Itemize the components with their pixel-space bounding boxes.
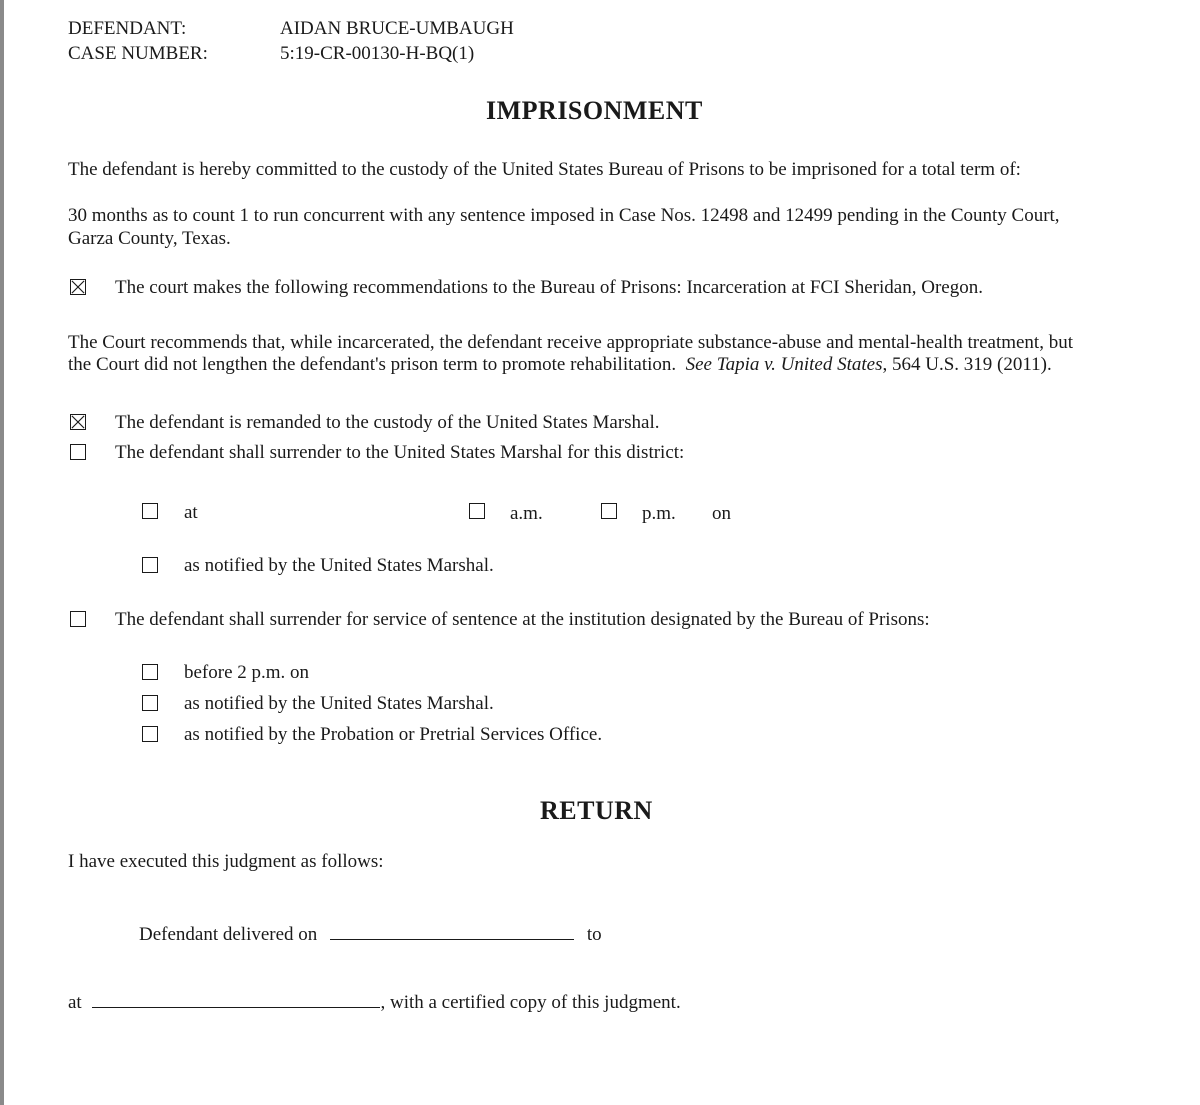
surrender-marshal-checkbox[interactable]: [70, 444, 86, 460]
at-label: at: [184, 502, 198, 523]
term-line-2: Garza County, Texas.: [68, 228, 231, 249]
notified-marshal-checkbox[interactable]: [142, 557, 158, 573]
recommendation-text: The court makes the following recommendations to the Bureau of Prisons: Incarceration at FCI Sheridan, Oregon.: [115, 277, 983, 298]
return-title: RETURN: [540, 796, 653, 825]
am-label: a.m.: [510, 503, 543, 524]
case-citation-rest: , 564 U.S. 319 (2011).: [882, 354, 1052, 375]
case-citation-italic: See Tapia v. United States: [685, 354, 883, 375]
court-recommends-line-2: [68, 354, 1052, 376]
notified-probation-checkbox[interactable]: [142, 726, 158, 742]
before-2pm-text: before 2 p.m. on: [184, 662, 310, 683]
delivered-row: [139, 924, 602, 946]
imprisonment-title: IMPRISONMENT: [486, 96, 703, 125]
checkmark-x-icon: [71, 280, 85, 294]
executed-text: I have executed this judgment as follows:: [68, 851, 384, 872]
page-left-edge: [0, 0, 4, 1105]
delivered-label: Defendant delivered on: [139, 924, 318, 945]
case-number-value: 5:19-CR-00130-H-BQ(1): [280, 43, 475, 64]
court-recommends-line-1: The Court recommends that, while incarcerated, the defendant receive appropriate substance-abuse and mental-health treatment, but: [68, 332, 1073, 353]
recommendation-checkbox[interactable]: [70, 279, 86, 295]
certified-text: , with a certified copy of this judgment.: [380, 992, 681, 1013]
at-location-line[interactable]: [92, 1007, 380, 1008]
before-2pm-checkbox[interactable]: [142, 664, 158, 680]
pm-label: p.m.: [642, 503, 676, 524]
surrender-institution-checkbox[interactable]: [70, 611, 86, 627]
surrender-institution-text: The defendant shall surrender for service of sentence at the institution designated by the Bureau of Prisons:: [115, 609, 930, 630]
court-recommends-line-2-text: the Court did not lengthen the defendant's prison term to promote rehabilitation.: [68, 354, 677, 375]
checkmark-x-icon: [71, 415, 85, 429]
remanded-text: The defendant is remanded to the custody of the United States Marshal.: [115, 412, 660, 433]
am-checkbox[interactable]: [469, 503, 485, 519]
on-label: on: [712, 503, 731, 524]
pm-checkbox[interactable]: [601, 503, 617, 519]
committed-text: The defendant is hereby committed to the custody of the United States Bureau of Prisons to be imprisoned for a total term of:: [68, 159, 1021, 180]
delivered-date-line[interactable]: [330, 939, 574, 940]
notified-marshal-text-2: as notified by the United States Marshal.: [184, 693, 494, 714]
at-location-label: at: [68, 992, 82, 1013]
notified-probation-text: as notified by the Probation or Pretrial Services Office.: [184, 724, 603, 745]
at-row: [68, 992, 681, 1014]
case-number-label: CASE NUMBER:: [68, 43, 208, 64]
surrender-marshal-text: The defendant shall surrender to the United States Marshal for this district:: [115, 442, 685, 463]
notified-marshal-text: as notified by the United States Marshal.: [184, 555, 494, 576]
notified-marshal-checkbox-2[interactable]: [142, 695, 158, 711]
at-time-checkbox[interactable]: [142, 503, 158, 519]
defendant-value: AIDAN BRUCE-UMBAUGH: [280, 18, 514, 39]
remanded-checkbox[interactable]: [70, 414, 86, 430]
defendant-label: DEFENDANT:: [68, 18, 187, 39]
to-label: to: [586, 924, 602, 945]
term-line-1: 30 months as to count 1 to run concurrent with any sentence imposed in Case Nos. 12498 and 12499 pending in the County Court,: [68, 205, 1060, 226]
